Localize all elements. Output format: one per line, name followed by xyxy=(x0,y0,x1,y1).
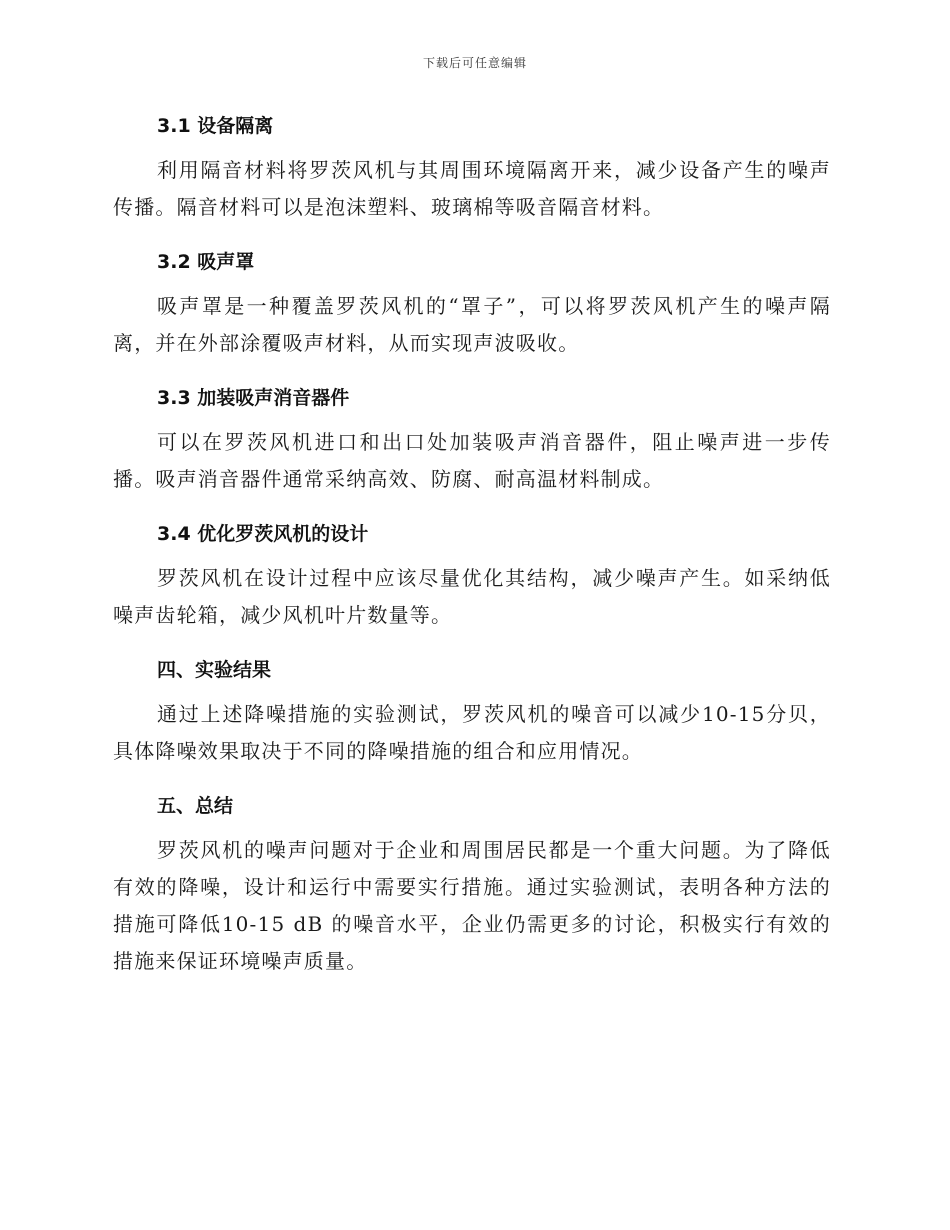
section-heading-silencer-devices: 3.3 加装吸声消音器件 xyxy=(157,387,350,409)
section-paragraph-experiment-results: 通过上述降噪措施的实验测试，罗茨风机的噪音可以减少10-15分贝，具体降噪效果取决于不同的降噪措施的组合和应用情况。 xyxy=(113,702,831,763)
document-body xyxy=(113,112,831,980)
section-heading-design-optimization: 3.4 优化罗茨风机的设计 xyxy=(157,523,369,545)
section-paragraph-summary: 罗茨风机的噪声问题对于企业和周围居民都是一个重大问题。为了降低有效的降噪，设计和运行中需要实行措施。通过实验测试，表明各种方法的措施可降低10-15 dB 的噪音水平，企业仍需更多的讨论，积极实行有效的措施来保证环境噪声质量。 xyxy=(113,838,831,973)
section-heading-sound-absorbing-hood: 3.2 吸声罩 xyxy=(157,251,255,273)
page-header-note: 下载后可任意编辑 xyxy=(422,56,527,70)
section-paragraph-silencer-devices: 可以在罗茨风机进口和出口处加装吸声消音器件，阻止噪声进一步传播。吸声消音器件通常采纳高效、防腐、耐高温材料制成。 xyxy=(113,430,831,491)
section-paragraph-sound-absorbing-hood: 吸声罩是一种覆盖罗茨风机的“罩子”，可以将罗茨风机产生的噪声隔离，并在外部涂覆吸声材料，从而实现声波吸收。 xyxy=(113,294,831,355)
section-heading-experiment-results: 四、实验结果 xyxy=(157,659,272,681)
section-paragraph-equipment-isolation: 利用隔音材料将罗茨风机与其周围环境隔离开来，减少设备产生的噪声传播。隔音材料可以是泡沫塑料、玻璃棉等吸音隔音材料。 xyxy=(113,158,831,219)
section-heading-summary: 五、总结 xyxy=(157,795,234,817)
section-heading-equipment-isolation: 3.1 设备隔离 xyxy=(157,115,274,137)
section-paragraph-design-optimization: 罗茨风机在设计过程中应该尽量优化其结构，减少噪声产生。如采纳低噪声齿轮箱，减少风机叶片数量等。 xyxy=(113,566,831,627)
